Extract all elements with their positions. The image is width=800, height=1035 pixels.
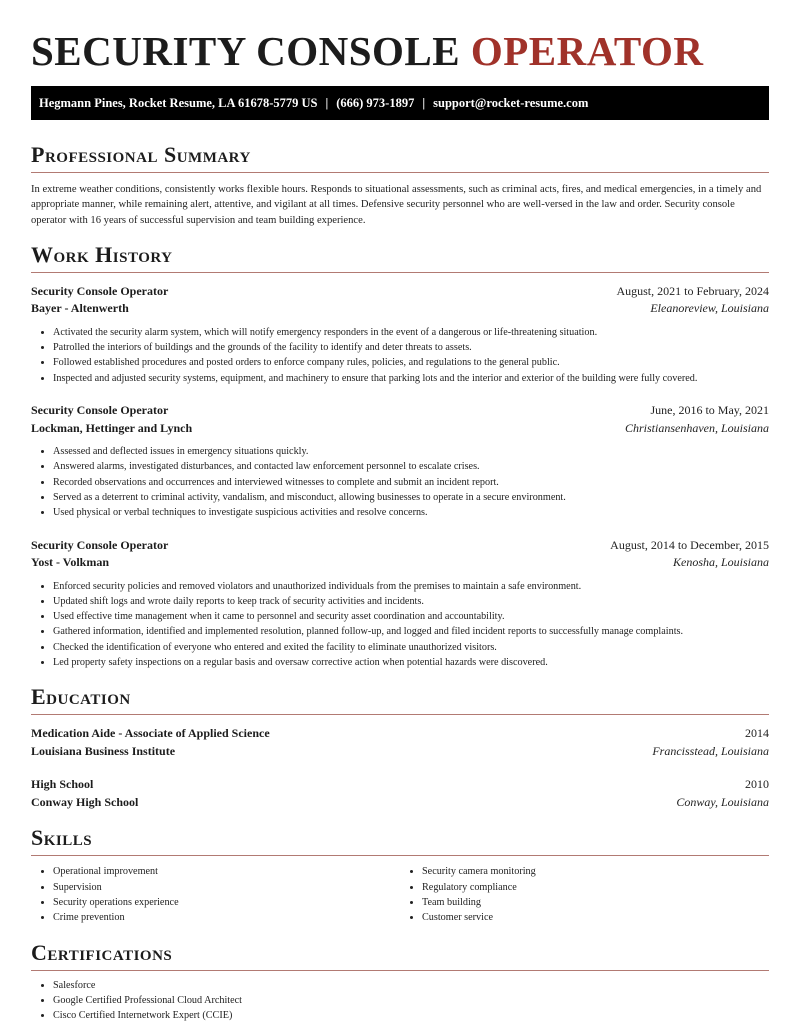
skills-heading: Skills bbox=[31, 825, 93, 851]
certifications-list bbox=[31, 978, 769, 1024]
list-item: • Security camera monitoring bbox=[422, 864, 769, 879]
summary-heading: Professional Summary bbox=[31, 142, 251, 167]
list-item: • Activated the security alarm system, which will notify emergency responders in the event of a dangerous or life-threatening situation. bbox=[53, 325, 769, 340]
job-company-row bbox=[31, 300, 769, 318]
education-section bbox=[31, 684, 769, 811]
contact-separator: | bbox=[422, 95, 426, 110]
list-item: • Google Certified Professional Cloud Architect bbox=[53, 993, 769, 1008]
work-history-heading: Work History bbox=[31, 241, 173, 267]
work-history-section bbox=[31, 242, 769, 670]
job-company-row bbox=[31, 554, 769, 572]
job-entry bbox=[31, 283, 769, 386]
job-title: Security Console Operator bbox=[31, 537, 169, 552]
list-item: • Used physical or verbal techniques to investigate suspicious activities and resolve concerns. bbox=[53, 505, 769, 520]
title-main: SECURITY CONSOLE bbox=[31, 28, 461, 74]
list-item: • Inspected and adjusted security systems, equipment, and machinery to ensure that parking lots and the interior and exterior of the building were fully covered. bbox=[53, 371, 769, 386]
job-dates: June, 2016 to May, 2021 bbox=[650, 403, 769, 418]
section-divider bbox=[31, 855, 769, 856]
education-entry bbox=[31, 776, 769, 811]
list-item: • Recorded observations and occurrences and interviewed witnesses to complete and submit an incident report. bbox=[53, 475, 769, 490]
education-degree: High School bbox=[31, 777, 94, 792]
list-item: • Customer service bbox=[422, 910, 769, 925]
list-item: • Cisco Certified Internetwork Expert (CCIE) bbox=[53, 1008, 769, 1023]
section-divider bbox=[31, 272, 769, 273]
list-item: • Served as a deterrent to criminal activity, vandalism, and misconduct, allowing businesses to operate in a secure environment. bbox=[53, 490, 769, 505]
contact-address: Hegmann Pines, Rocket Resume, LA 61678-5779 US bbox=[39, 95, 318, 110]
skills-list-right bbox=[400, 864, 769, 925]
job-dates: August, 2014 to December, 2015 bbox=[610, 537, 769, 552]
list-item: • Gathered information, identified and implemented resolution, planned follow-up, and logged and filed incident reports to successfully manage complaints. bbox=[53, 624, 769, 639]
job-company: Yost - Volkman bbox=[31, 555, 110, 570]
contact-separator: | bbox=[325, 95, 329, 110]
list-item: • Security operations experience bbox=[53, 895, 400, 910]
job-dates: August, 2021 to February, 2024 bbox=[616, 283, 769, 298]
job-company: Lockman, Hettinger and Lynch bbox=[31, 420, 193, 435]
job-company-row bbox=[31, 420, 769, 438]
list-item: • Regulatory compliance bbox=[422, 880, 769, 895]
education-location: Conway, Louisiana bbox=[676, 794, 769, 809]
summary-section bbox=[31, 142, 769, 228]
skills-list-left bbox=[31, 864, 400, 925]
list-item: • Answered alarms, investigated disturbances, and contacted law enforcement personnel to escalate crises. bbox=[53, 459, 769, 474]
education-year: 2010 bbox=[745, 777, 769, 792]
education-school-row bbox=[31, 743, 769, 761]
list-item: • Updated shift logs and wrote daily reports to keep track of security activities and incidents. bbox=[53, 594, 769, 609]
job-company: Bayer - Altenwerth bbox=[31, 301, 129, 316]
list-item: • Led property safety inspections on a regular basis and oversaw corrective action when potential hazards were discovered. bbox=[53, 655, 769, 670]
skills-columns bbox=[31, 864, 769, 925]
list-item: • Checked the identification of everyone who entered and exited the facility to eliminate unauthorized visitors. bbox=[53, 640, 769, 655]
list-item: • Assessed and deflected issues in emergency situations quickly. bbox=[53, 444, 769, 459]
contact-email: support@rocket-resume.com bbox=[433, 95, 589, 110]
job-location: Christiansenhaven, Louisiana bbox=[624, 420, 769, 435]
job-title: Security Console Operator bbox=[31, 403, 169, 418]
job-title: Security Console Operator bbox=[31, 283, 169, 298]
job-bullets bbox=[31, 579, 769, 671]
certifications-section bbox=[31, 940, 769, 1024]
job-header-row bbox=[31, 402, 769, 420]
list-item: • Supervision bbox=[53, 880, 400, 895]
education-degree: Medication Aide - Associate of Applied Science bbox=[31, 726, 270, 741]
education-entry bbox=[31, 725, 769, 760]
job-location: Eleanoreview, Louisiana bbox=[650, 301, 769, 316]
list-item: • Salesforce bbox=[53, 978, 769, 993]
education-header-row bbox=[31, 725, 769, 743]
education-school: Louisiana Business Institute bbox=[31, 743, 176, 758]
education-school-row bbox=[31, 794, 769, 812]
title-accent: OPERATOR bbox=[470, 28, 704, 74]
education-school: Conway High School bbox=[31, 794, 139, 809]
list-item: • Operational improvement bbox=[53, 864, 400, 879]
job-bullets bbox=[31, 325, 769, 386]
education-year: 2014 bbox=[745, 726, 769, 741]
contact-phone: (666) 973-1897 bbox=[336, 95, 415, 110]
job-entry bbox=[31, 537, 769, 671]
education-header-row bbox=[31, 776, 769, 794]
list-item: • Crime prevention bbox=[53, 910, 400, 925]
education-heading: Education bbox=[31, 684, 131, 710]
list-item: • Used effective time management when it came to personnel and security asset coordination and accountability. bbox=[53, 609, 769, 624]
list-item: • Followed established procedures and posted orders to enforce company rules, policies, and regulations to the general public. bbox=[53, 355, 769, 370]
job-entry bbox=[31, 402, 769, 520]
resume-title bbox=[31, 0, 769, 75]
job-location: Kenosha, Louisiana bbox=[672, 555, 769, 570]
job-header-row bbox=[31, 537, 769, 555]
section-divider bbox=[31, 172, 769, 173]
summary-text: In extreme weather conditions, consistently works flexible hours. Responds to situational assessments, such as criminal acts, fires, and medical emergencies, in a timely and appropriate manner, while remaining alert, attentive, and vigilant at all times. Defensive security personnel who are well-versed in the law and order. Security console operator with 16 years of successful supervision and team building experience. bbox=[31, 184, 762, 226]
job-bullets bbox=[31, 444, 769, 520]
list-item: • Team building bbox=[422, 895, 769, 910]
section-divider bbox=[31, 970, 769, 971]
job-header-row bbox=[31, 283, 769, 301]
list-item: • Enforced security policies and removed violators and unauthorized individuals from the premises to maintain a safe environment. bbox=[53, 579, 769, 594]
certifications-heading: Certifications bbox=[31, 939, 173, 965]
skills-section bbox=[31, 825, 769, 925]
section-divider bbox=[31, 714, 769, 715]
education-location: Francisstead, Louisiana bbox=[652, 743, 769, 758]
contact-bar bbox=[31, 86, 769, 120]
list-item: • Patrolled the interiors of buildings and the grounds of the facility to identify and deter threats to assets. bbox=[53, 340, 769, 355]
